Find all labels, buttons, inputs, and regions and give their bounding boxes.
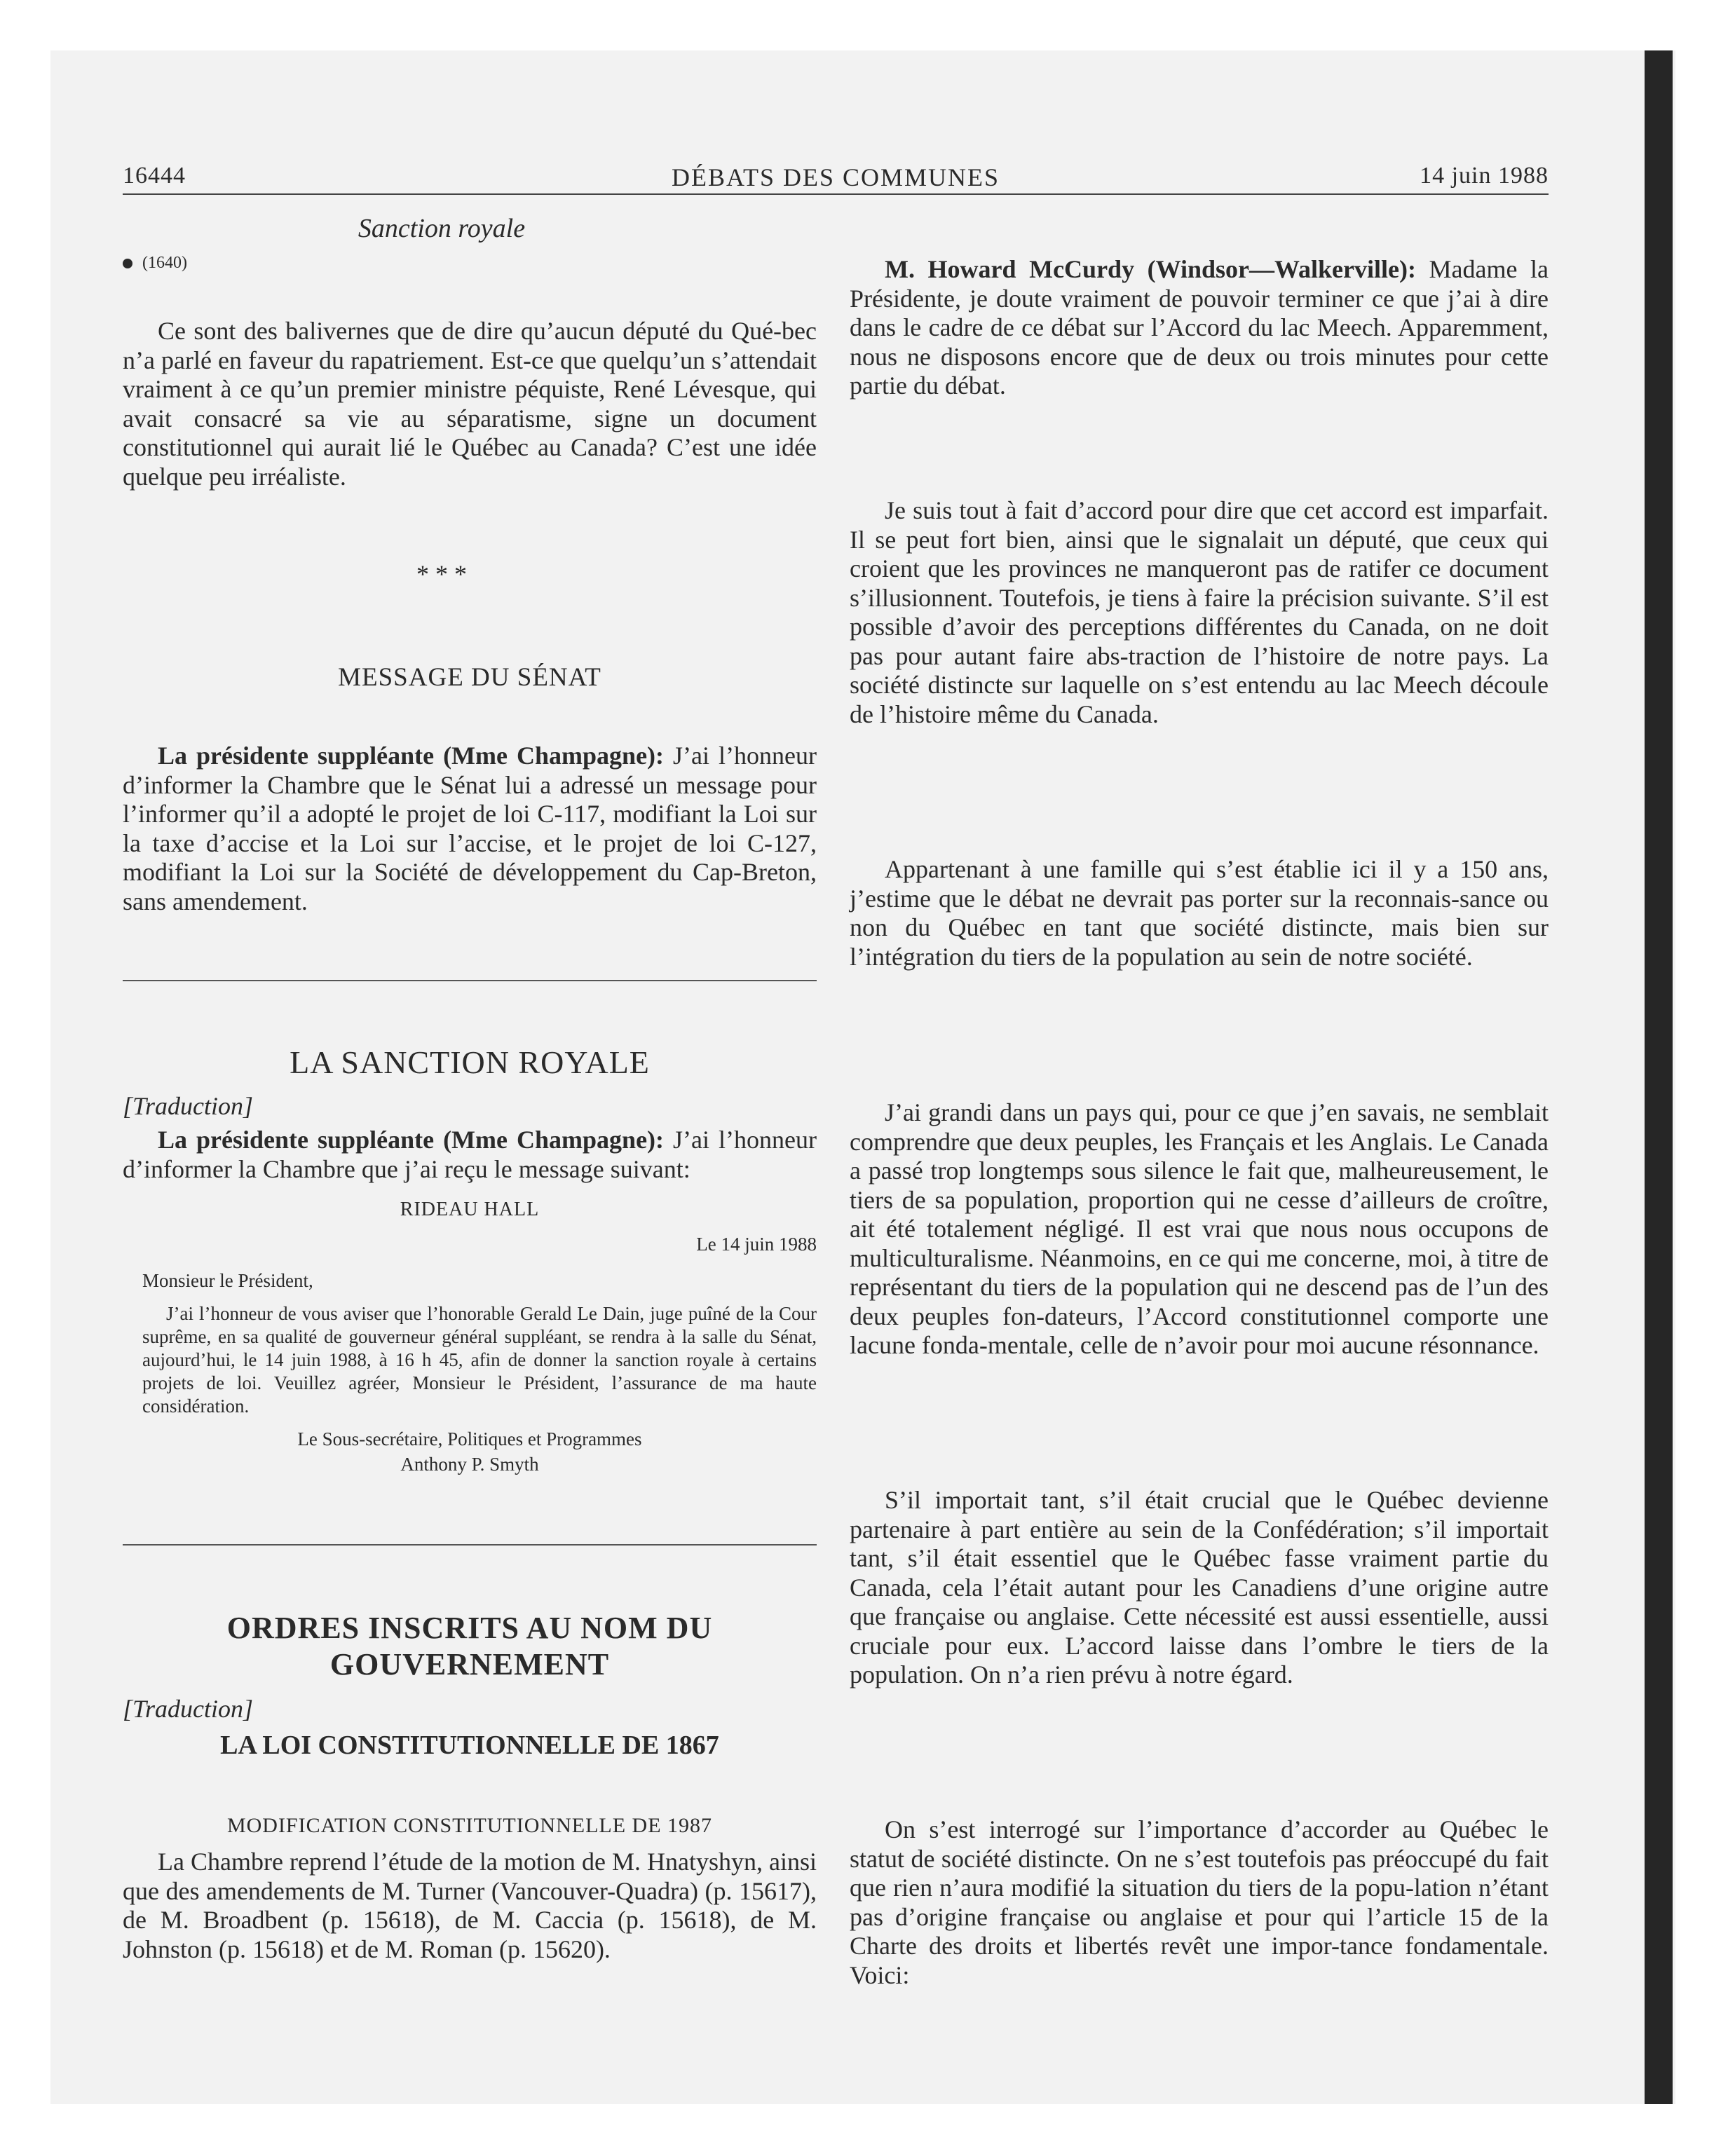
section-rule (123, 980, 817, 981)
paragraph: Je suis tout à fait d’accord pour dire que cet accord est imparfait. Il se peut fort bien, ainsi que le signalait un député, que ceux qui croient que les provinces ne manqueront pas de ratifer ce document s’illusionnent. Toutefois, je tiens à faire la précision suivante. S’il est possible d’avoir des perceptions différentes du Canada, on ne doit pas pour autant faire abs-traction de l’histoire de notre pays. La société distincte sur laquelle on s’est entendu au lac Meech découle de l’histoire même du Canada. (850, 496, 1549, 728)
letter-signer: Anthony P. Smyth (400, 1454, 539, 1475)
page-number: 16444 (123, 163, 186, 189)
paragraph: S’il importait tant, s’il était crucial que le Québec devienne partenaire à part entière au sein de la Confédération; s’il importait tant, s’il était essentiel que le Québec fasse vraiment partie du Canada, cela l’était autant pour les Canadiens d’une origine autre que française ou anglaise. Cette nécessité est aussi essentielle, aussi cruciale pour eux. L’accord laisse dans l’ombre le tiers de la population. On n’a rien prévu à notre égard. (850, 1486, 1549, 1688)
bullet-icon (123, 259, 132, 268)
header-rule (123, 193, 1549, 195)
section-separator: * * * (416, 560, 467, 588)
section-heading: ORDRES INSCRITS AU NOM DU GOUVERNEMENT (226, 1611, 713, 1681)
letter-signoff: Le Sous-secrétaire, Politiques et Programmes (297, 1428, 642, 1449)
paragraph: Appartenant à une famille qui s’est établie ici il y a 150 ans, j’estime que le débat ne devrait pas porter sur la reconnais-sance ou non du Québec en tant que société distincte, mais bien sur l’intégration du tiers de la population au sein de notre société. (850, 855, 1549, 971)
letter-salutation: Monsieur le Président, (142, 1270, 313, 1291)
paragraph: Ce sont des balivernes que de dire qu’aucun député du Qué-bec n’a parlé en faveur du rapatriement. Est-ce que quelqu’un s’attendait vraiment à ce qu’un premier ministre péquiste, René Lévesque, qui avait consacré sa vie au séparatisme, signe un document constitutionnel qui aurait lié le Québec au Canada? C’est une idée quelque peu irréaliste. (123, 317, 817, 491)
page-date: 14 juin 1988 (1420, 163, 1549, 189)
paragraph: La Chambre reprend l’étude de la motion de M. Hnatyshyn, ainsi que des amendements de M. Turner (Vancouver-Quadra) (p. 15617), de M. Broadbent (p. 15618), de M. Caccia (p. 15618), de M. Johnston (p. 15618) et de M. Roman (p. 15620). (123, 1848, 817, 1963)
letter-date: Le 14 juin 1988 (696, 1234, 817, 1255)
section-rule (123, 1544, 817, 1546)
speech-text: J’ai l’honneur d’informer la Chambre que le Sénat lui a adressé un message pour l’informer qu’il a adopté le projet de loi C-117, modifiant la Loi sur la taxe d’accise et la Loi sur l’accise, et le projet de loi C-127, modifiant la Loi sur la Société de développement du Cap-Breton, sans amendement. (123, 742, 817, 915)
running-head: Sanction royale (358, 214, 526, 243)
subsection-heading: LA LOI CONSTITUTIONNELLE DE 1867 (220, 1731, 719, 1760)
speaker-name: La présidente suppléante (Mme Champagne): (158, 1126, 665, 1154)
letter-body: J’ai l’honneur de vous aviser que l’honorable Gerald Le Dain, juge puîné de la Cour suprême, en sa qualité de gouverneur général suppléant, se rendra à la salle du Sénat, aujourd’hui, le 14 juin 1988, à 16 h 45, afin de donner la sanction royale à certains projets de loi. Veuillez agréer, Monsieur le Président, l’assurance de ma haute considération. (142, 1303, 817, 1417)
publication-title: DÉBATS DES COMMUNES (671, 163, 1000, 191)
time-marker-text: (1640) (142, 254, 187, 272)
paragraph: J’ai grandi dans un pays qui, pour ce que j’en savais, ne semblait comprendre que deux peuples, les Français et les Anglais. Le Canada a passé trop longtemps sous silence le fait que, malheureusement, le tiers de sa population, proportion qui ne cesse d’ailleurs de croître, ait été totalement négligé. Il est vrai que nous nous occupons de multiculturalisme. Néanmoins, en ce qui me concerne, moi, à titre de représentant du tiers de la population qui ne descend pas de l’un des deux peuples fon-dateurs, l’Accord constitutionnel comporte une lacune fonda-mentale, celle de n’avoir pour moi aucune résonnance. (850, 1098, 1549, 1359)
paragraph: On s’est interrogé sur l’importance d’accorder au Québec le statut de société distincte. On ne s’est toutefois pas préoccupé du fait que rien n’aura modifié la situation du tiers de la popu-lation n’étant pas d’origine française ou anglaise et pour qui l’article 15 de la Charte des droits et libertés revêt une impor-tance fondamentale. Voici: (850, 1815, 1549, 1989)
speech-text: J’ai l’honneur d’informer la Chambre que j’ai reçu le message suivant: (123, 1126, 817, 1183)
translation-note: [Traduction] (123, 1695, 254, 1723)
subsection-heading: MODIFICATION CONSTITUTIONNELLE DE 1987 (226, 1814, 713, 1837)
scan-edge (1645, 50, 1673, 2104)
speaker-name: M. Howard McCurdy (Windsor—Walkerville): (885, 255, 1416, 283)
paragraph (850, 255, 1549, 401)
page-header (123, 163, 1549, 198)
time-marker (123, 254, 817, 273)
letter-place: RIDEAU HALL (400, 1199, 540, 1220)
speech-text: Madame la Présidente, je doute vraiment de pouvoir terminer ce que j’ai à dire dans le cadre de ce débat sur l’Accord du lac Meech. Apparemment, nous ne disposons encore que de deux ou trois minutes pour cette partie du débat. (850, 255, 1549, 400)
paragraph (123, 742, 817, 916)
section-heading: LA SANCTION ROYALE (290, 1044, 650, 1080)
speaker-name: La présidente suppléante (Mme Champagne): (158, 742, 665, 770)
paragraph (123, 1126, 817, 1184)
translation-note: [Traduction] (123, 1092, 254, 1120)
section-heading: MESSAGE DU SÉNAT (338, 663, 601, 692)
